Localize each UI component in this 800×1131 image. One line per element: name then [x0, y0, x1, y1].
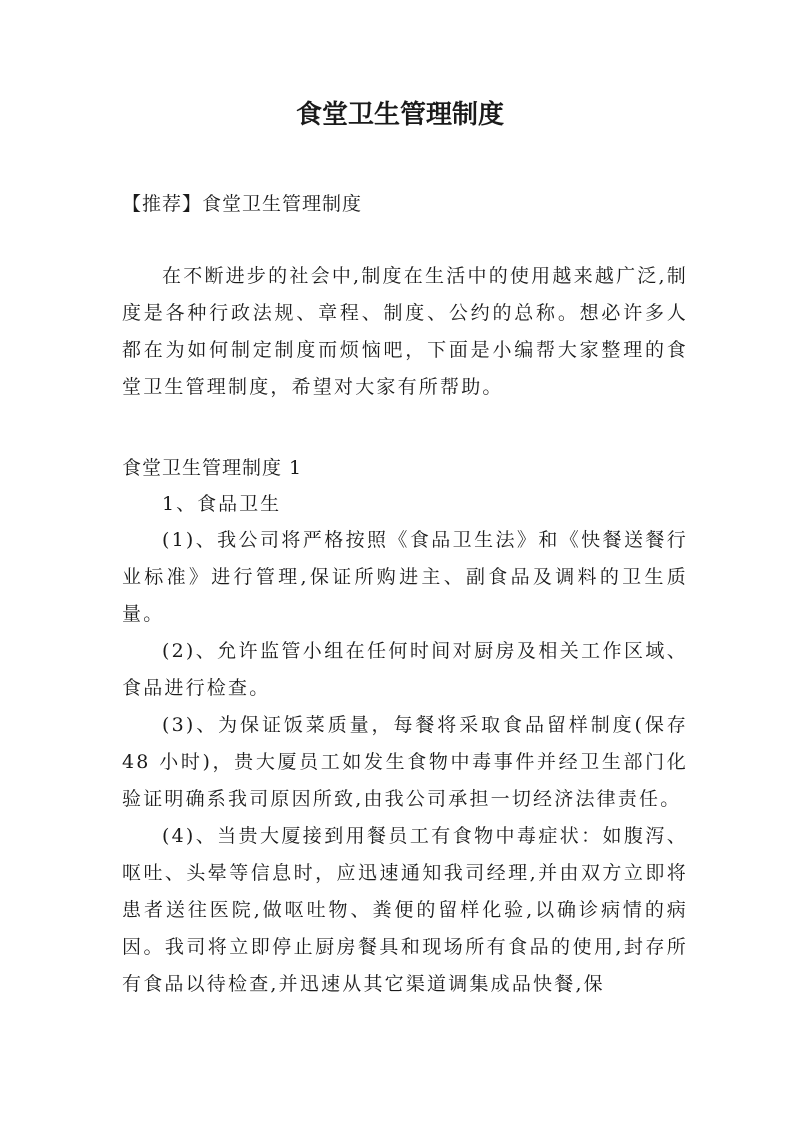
paragraph-item: (3)、为保证饭菜质量，每餐将采取食品留样制度(保存48 小时)，贵大厦员工如发生食物中毒事件并经卫生部门化验证明确系我司原因所致,由我公司承担一切经济法律责任。 — [122, 714, 688, 810]
body-paragraphs — [122, 522, 688, 1003]
paragraph-item: (1)、我公司将严格按照《食品卫生法》和《快餐送餐行业标准》进行管理,保证所购进主、副食品及调料的卫生质量。 — [122, 529, 688, 625]
intro-paragraph: 在不断进步的社会中,制度在生活中的使用越来越广泛,制度是各种行政法规、章程、制度、公约的总称。想必许多人都在为如何制定制度而烦恼吧，下面是小编帮大家整理的食堂卫生管理制度，希望对大家有所帮助。 — [122, 265, 688, 398]
document-title: 食堂卫生管理制度 — [295, 100, 504, 130]
paragraph-item: (2)、允许监管小组在任何时间对厨房及相关工作区域、食品进行检查。 — [122, 640, 688, 699]
recommend-line: 【推荐】食堂卫生管理制度 — [122, 193, 363, 215]
paragraph-item: (4)、当贵大厦接到用餐员工有食物中毒症状：如腹泻、呕吐、头晕等信息时，应迅速通知我司经理,并由双方立即将患者送往医院,做呕吐物、粪便的留样化验,以确诊病情的病因。我司将立即停止厨房餐具和现场所有食品的使用,封存所有食品以待检查,并迅速从其它渠道调集成品快餐,保 — [122, 825, 688, 995]
section-title: 食堂卫生管理制度 1 — [122, 457, 303, 479]
sub-heading-food-hygiene: 1、食品卫生 — [162, 493, 282, 515]
